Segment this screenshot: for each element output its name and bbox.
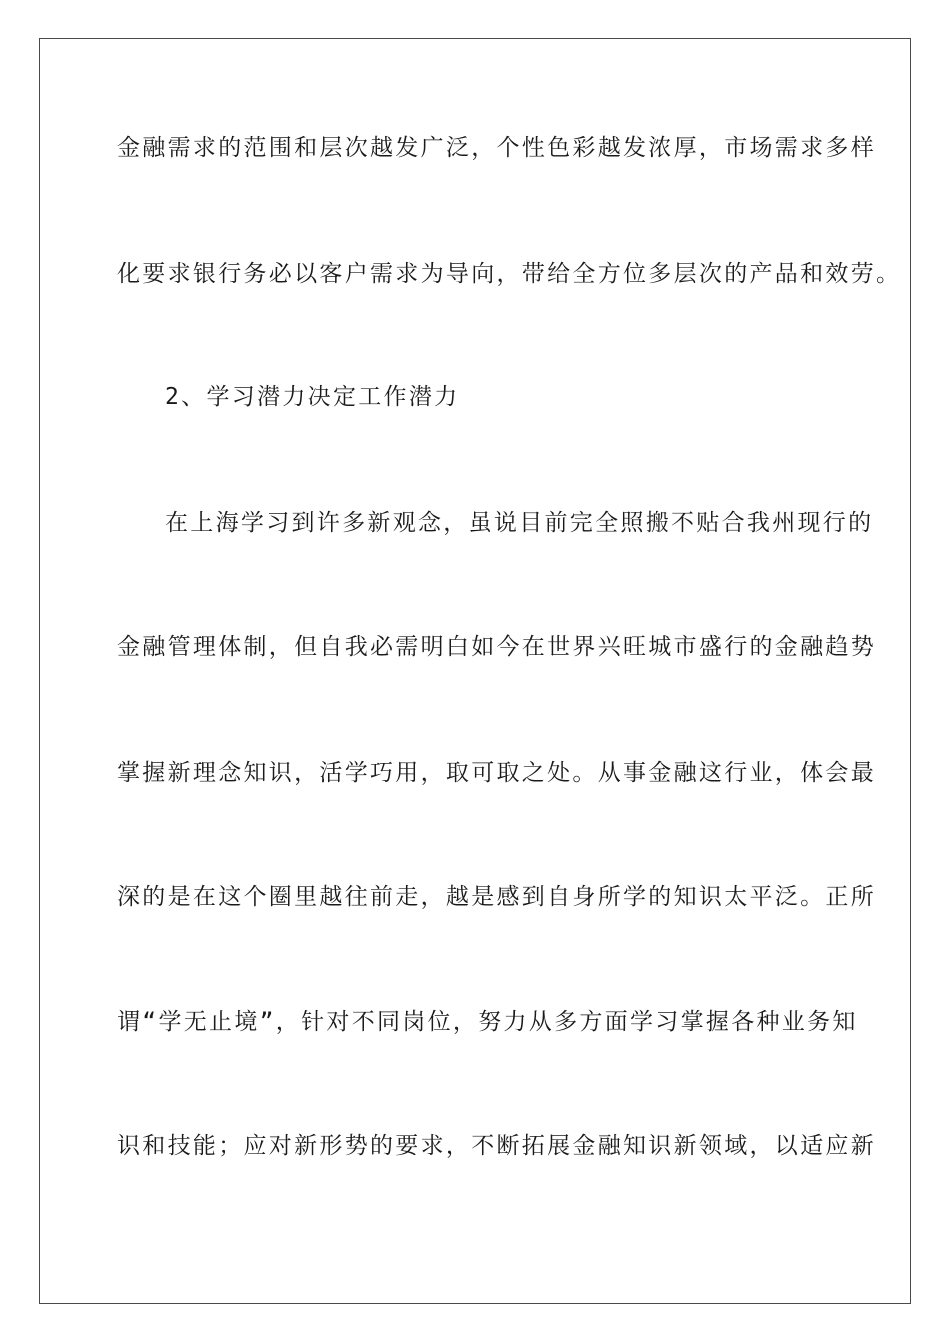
text-line: 在上海学习到许多新观念，虽说目前完全照搬不贴合我州现行的 [165, 510, 874, 536]
page-frame [39, 38, 911, 1304]
section-heading: 2、学习潜力决定工作潜力 [165, 384, 460, 410]
text-line: 掌握新理念知识，活学巧用，取可取之处。从事金融这行业，体会最 [117, 760, 876, 786]
text-line: 金融需求的范围和层次越发广泛，个性色彩越发浓厚，市场需求多样 [117, 135, 876, 161]
text-line: 识和技能；应对新形势的要求，不断拓展金融知识新领域，以适应新 [117, 1133, 876, 1159]
text-line: 金融管理体制，但自我必需明白如今在世界兴旺城市盛行的金融趋势 [117, 634, 876, 660]
text-line: 谓“学无止境”，针对不同岗位，努力从多方面学习掌握各种业务知 [117, 1009, 858, 1035]
text-line: 化要求银行务必以客户需求为导向，带给全方位多层次的产品和效劳。 [117, 261, 902, 287]
text-line: 深的是在这个圈里越往前走，越是感到自身所学的知识太平泛。正所 [117, 884, 876, 910]
